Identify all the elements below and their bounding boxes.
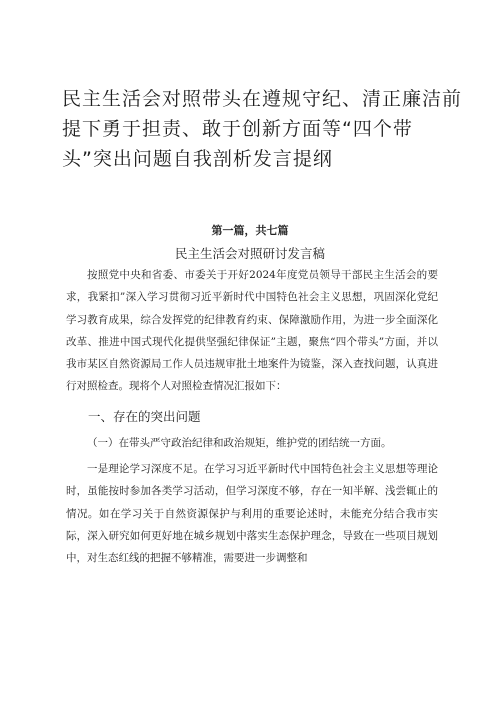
body-paragraph: 一是理论学习深度不足。在学习习近平新时代中国特色社会主义思想等理论时，虽能按时参加各类学习活动，但学习深度不够，存在一知半解、浅尝辄止的情况。如在学习关于自然资源保护与利用的重要论述时，未能充分结合我市实际，深入研究如何更好地在城乡规划中落实生态保护理念，导致在一些项目规划中，对生态红线的把握不够精准，需要进一步调整和 bbox=[66, 463, 438, 565]
subsection-heading: （一）在带头严守政治纪律和政治规矩，维护党的团结统一方面。 bbox=[87, 437, 392, 449]
document-title: 民主生活会对照带头在遵规守纪、清正廉洁前提下勇于担责、敢于创新方面等“四个带头”突出问题自我剖析发言提纲 bbox=[62, 88, 463, 170]
part-label: 第一篇，共七篇 bbox=[211, 224, 289, 237]
speech-subtitle: 民主生活会对照研讨发言稿 bbox=[174, 246, 325, 261]
intro-paragraph: 按照党中央和省委、市委关于开好2024年度党员领导干部民主生活会的要求，我紧扣”深入学习贯彻习近平新时代中国特色社会主义思想，巩固深化党纪学习教育成果，综合发挥党的纪律教育约束、保障激励作用，为进一步全面深化改革、推进中国式现代化提供坚强纪律保证”主题，聚焦“四个带头”方面，并以我市某区自然资源局工作人员违规审批土地案件为镜鉴，深入查找问题，认真进行对照检查。现将个人对照检查情况汇报如下： bbox=[66, 269, 438, 393]
section-heading: 一、存在的突出问题 bbox=[88, 409, 201, 424]
